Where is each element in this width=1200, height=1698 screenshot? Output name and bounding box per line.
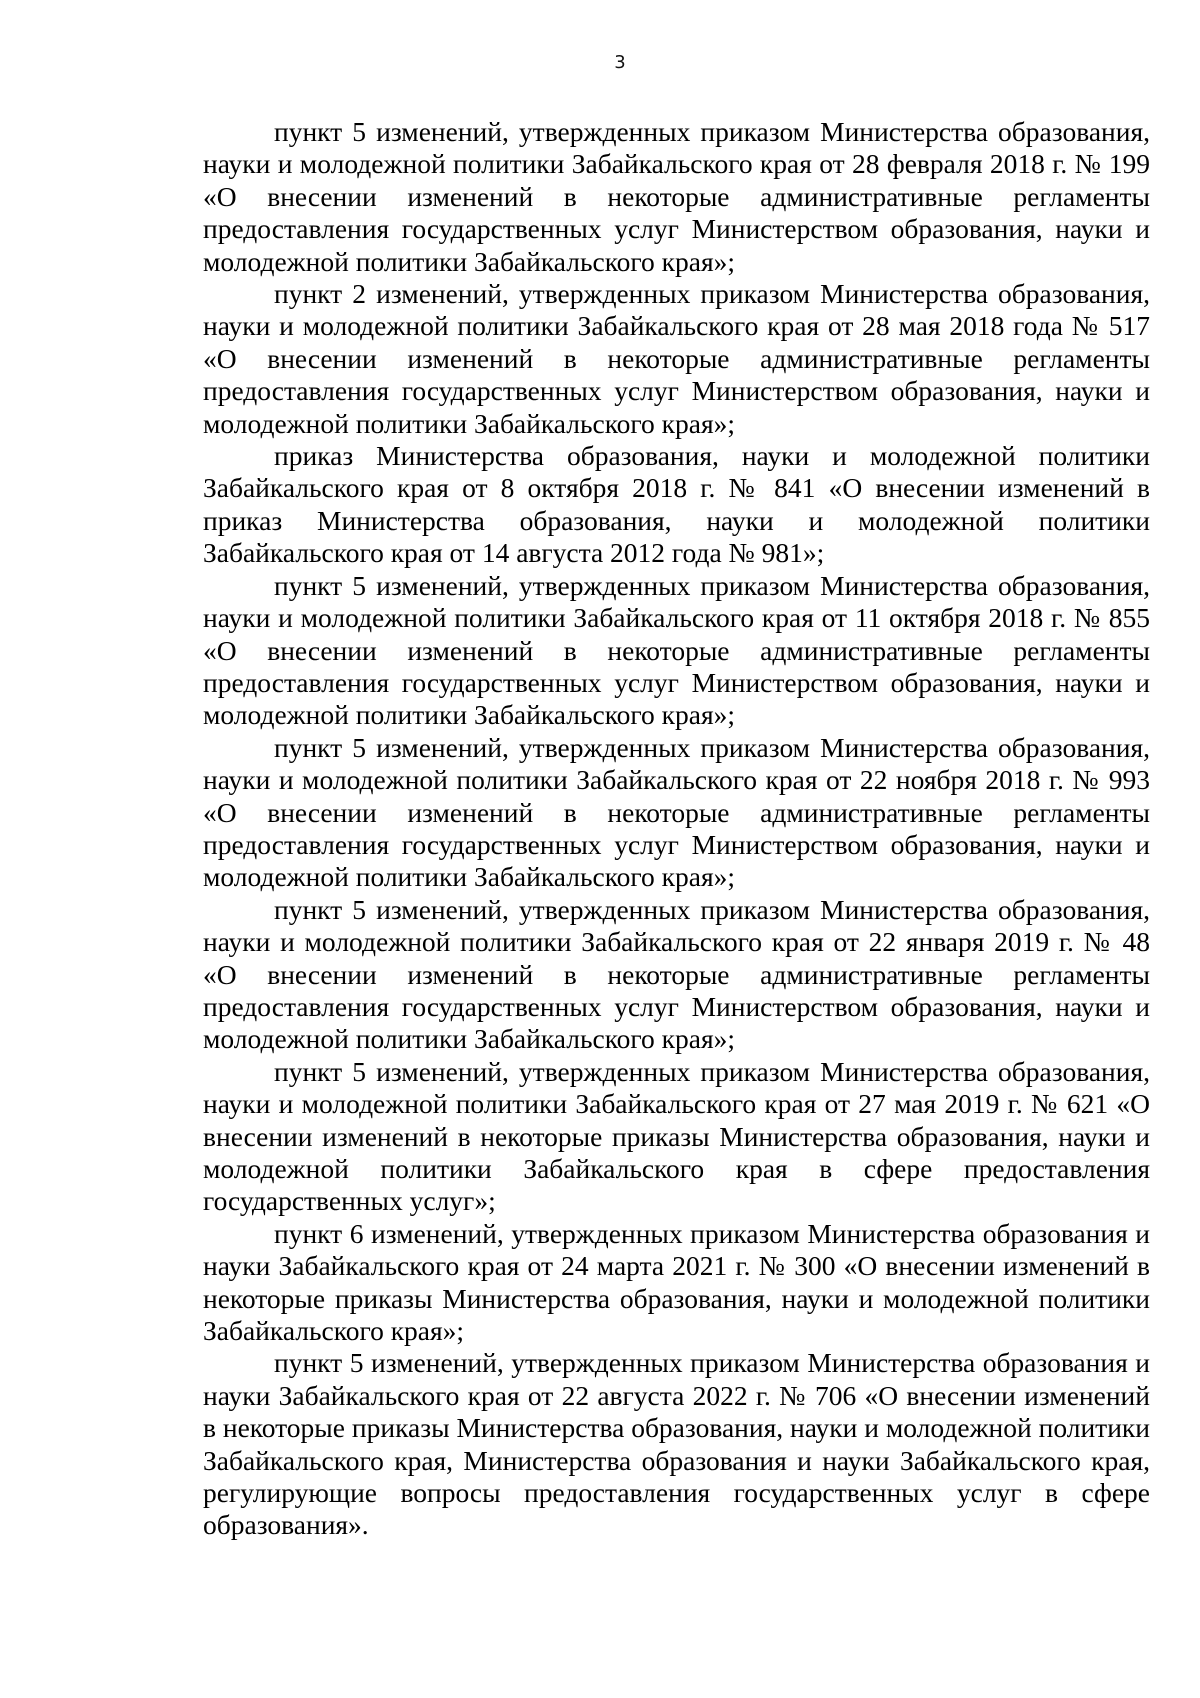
paragraph: пункт 5 изменений, утвержденных приказом Министерства образования, науки и молодежной политики Забайкальского края от 28 февраля 2018 г. № 199 «О внесении изменений в некоторые административные регламенты предоставления государственных услуг Министерством образования, науки и молодежной политики Забайкальского края»;	[203, 116, 1150, 277]
paragraph: пункт 6 изменений, утвержденных приказом Министерства образования и науки Забайкальского края от 24 марта 2021 г. № 300 «О внесении изменений в некоторые приказы Министерства образования, науки и молодежной политики Забайкальского края»;	[203, 1217, 1150, 1347]
page-number: 3	[614, 52, 626, 73]
document-body	[203, 116, 1150, 1542]
paragraph: пункт 5 изменений, утвержденных приказом Министерства образования, науки и молодежной политики Забайкальского края от 22 ноября 2018 г. № 993 «О внесении изменений в некоторые административные регламенты предоставления государственных услуг Министерством образования, науки и молодежной политики Забайкальского края»;	[203, 731, 1150, 893]
paragraph: приказ Министерства образования, науки и молодежной политики Забайкальского края от 8 октября 2018 г. № 841 «О внесении изменений в приказ Министерства образования, науки и молодежной политики Забайкальского края от 14 августа 2012 года № 981»;	[203, 440, 1150, 569]
paragraph: пункт 5 изменений, утвержденных приказом Министерства образования, науки и молодежной политики Забайкальского края от 11 октября 2018 г. № 855 «О внесении изменений в некоторые административные регламенты предоставления государственных услуг Министерством образования, науки и молодежной политики Забайкальского края»;	[203, 569, 1150, 731]
paragraph: пункт 2 изменений, утвержденных приказом Министерства образования, науки и молодежной политики Забайкальского края от 28 мая 2018 года № 517 «О внесении изменений в некоторые административные регламенты предоставления государственных услуг Министерством образования, науки и молодежной политики Забайкальского края»;	[203, 278, 1150, 439]
paragraph: пункт 5 изменений, утвержденных приказом Министерства образования, науки и молодежной политики Забайкальского края от 27 мая 2019 г. № 621 «О внесении изменений в некоторые приказы Министерства образования, науки и молодежной политики Забайкальского края в сфере предоставления государственных услуг»;	[203, 1055, 1150, 1217]
paragraph: пункт 5 изменений, утвержденных приказом Министерства образования и науки Забайкальского края от 22 августа 2022 г. № 706 «О внесении изменений в некоторые приказы Министерства образования, науки и молодежной политики Забайкальского края, Министерства образования и науки Забайкальского края, регулирующие вопросы предоставления государственных услуг в сфере образования».	[203, 1347, 1150, 1541]
paragraph: пункт 5 изменений, утвержденных приказом Министерства образования, науки и молодежной политики Забайкальского края от 22 января 2019 г. № 48 «О внесении изменений в некоторые административные регламенты предоставления государственных услуг Министерством образования, науки и молодежной политики Забайкальского края»;	[203, 893, 1150, 1055]
